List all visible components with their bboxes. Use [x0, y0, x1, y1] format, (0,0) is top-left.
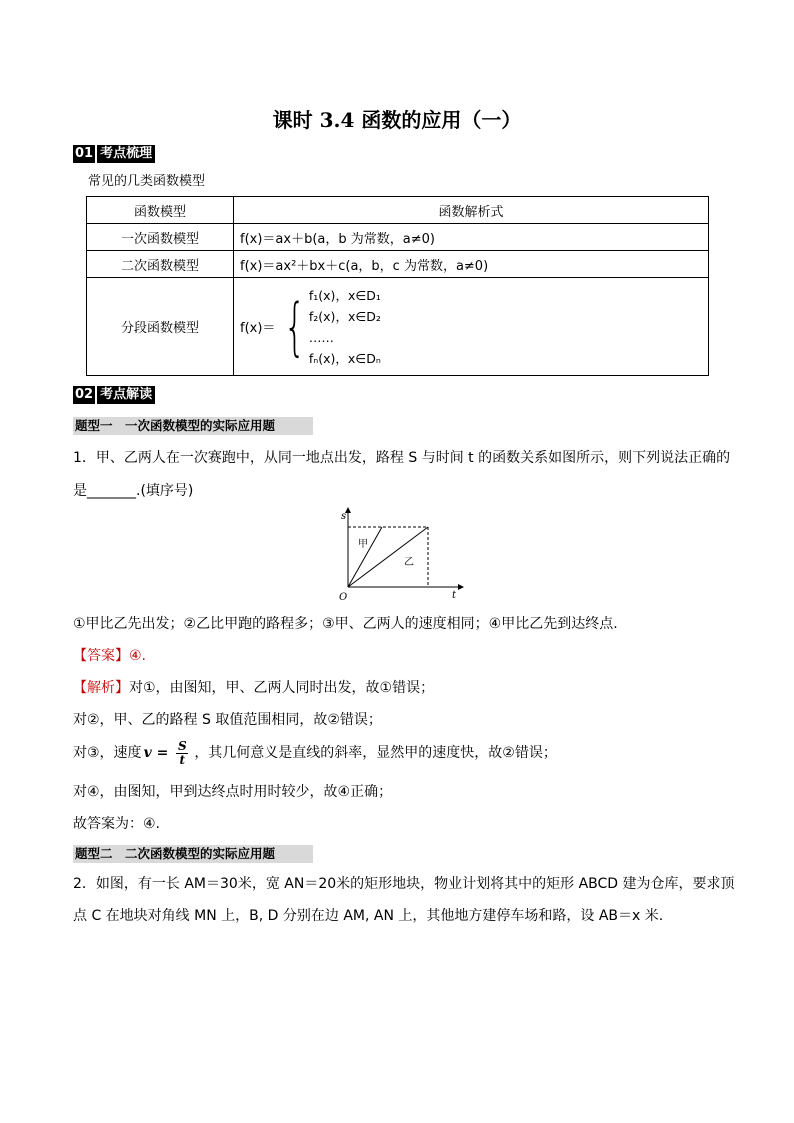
table-cell-formula: [234, 278, 709, 376]
section-header-1: [73, 145, 155, 163]
question-type-band: 题型二 二次函数模型的实际应用题: [73, 845, 313, 863]
s-label: s: [341, 511, 347, 522]
table-cell-model: 二次函数模型: [87, 251, 234, 278]
answer-value: ④.: [129, 648, 147, 664]
function-model-table: [86, 196, 709, 376]
question-1-line-2: 是_______.(填序号): [73, 483, 194, 499]
table-header-row: [87, 197, 709, 224]
table-row: [87, 278, 709, 376]
table-row: [87, 224, 709, 251]
line-jia: [348, 527, 382, 587]
velocity-symbol: v =: [143, 745, 169, 761]
table-cell-formula: f(x)＝ax²＋bx＋c(a，b，c 为常数，a≠0): [234, 251, 709, 278]
jia-label: 甲: [358, 539, 368, 550]
section-header-2: [73, 386, 155, 404]
question-2-line-2: 点 C 在地块对角线 MN 上，B, D 分别在边 AM, AN 上，其他地方建停车场和路，设 AB＝x 米.: [73, 908, 664, 924]
yi-label: 乙: [404, 557, 414, 568]
table-caption: 常见的几类函数模型: [88, 174, 206, 189]
fraction-denominator: t: [176, 753, 188, 767]
line-yi: [348, 527, 428, 587]
analysis-line-4: 对④，由图知，甲到达终点时用时较少，故④正确；: [73, 784, 393, 800]
fraction: [176, 740, 188, 767]
question-1-line-1: 1．甲、乙两人在一次赛跑中，从同一地点出发，路程 S 与时间 t 的函数关系如图所示，则下列说法正确的: [73, 450, 731, 466]
piecewise-case: f₁(x)，x∈D₁: [308, 287, 381, 303]
analysis-tag: 【解析】: [73, 680, 129, 696]
question-2-line-1: 2．如图，有一长 AM＝30米，宽 AN＝20米的矩形地块，物业计划将其中的矩形 ABCD 建为仓库，要求顶: [73, 876, 735, 892]
origin-label: O: [339, 592, 348, 603]
analysis-line-2: 对②，甲、乙的路程 S 取值范围相同，故②错误；: [73, 712, 382, 728]
answer-tag: 【答案】: [73, 648, 129, 664]
analysis-line-1: [73, 678, 723, 698]
section-number: 01: [75, 146, 94, 161]
table-header: 函数解析式: [234, 197, 709, 224]
page-title: 课时 3.4 函数的应用（一）: [272, 108, 522, 132]
question-type-band: 题型一 一次函数模型的实际应用题: [73, 417, 313, 435]
t-label: t: [452, 590, 457, 601]
analysis-text: 对③，速度: [73, 745, 142, 761]
distance-time-graph: [330, 505, 470, 605]
section-label: 考点梳理: [97, 145, 155, 163]
section-number: 02: [75, 387, 94, 402]
question-1-options: ①甲比乙先出发；②乙比甲跑的路程多；③甲、乙两人的速度相同；④甲比乙先到达终点.: [73, 616, 618, 632]
table-cell-formula: f(x)＝ax＋b(a，b 为常数，a≠0): [234, 224, 709, 251]
analysis-text: ，其几何意义是直线的斜率，显然甲的速度快，故②错误；: [194, 745, 557, 761]
brace-symbol: {: [284, 289, 306, 363]
t-axis-arrow: [458, 584, 464, 590]
analysis-conclusion: 故答案为：④.: [73, 816, 161, 832]
table-cell-model: 分段函数模型: [87, 278, 234, 376]
analysis-line-3: [73, 738, 723, 768]
section-label: 考点解读: [97, 386, 155, 404]
fraction-numerator: S: [177, 738, 187, 753]
piecewise-case: f₂(x)，x∈D₂: [308, 308, 381, 324]
table-row: [87, 251, 709, 278]
answer-line: [73, 646, 723, 666]
analysis-text: 对①，由图知，甲、乙两人同时出发，故①错误；: [129, 680, 435, 696]
piecewise-case: ……: [308, 329, 334, 345]
table-cell-model: 一次函数模型: [87, 224, 234, 251]
table-header: 函数模型: [87, 197, 234, 224]
piecewise-case: fₙ(x)，x∈Dₙ: [308, 350, 381, 366]
piecewise-lhs: f(x)＝: [240, 321, 276, 336]
